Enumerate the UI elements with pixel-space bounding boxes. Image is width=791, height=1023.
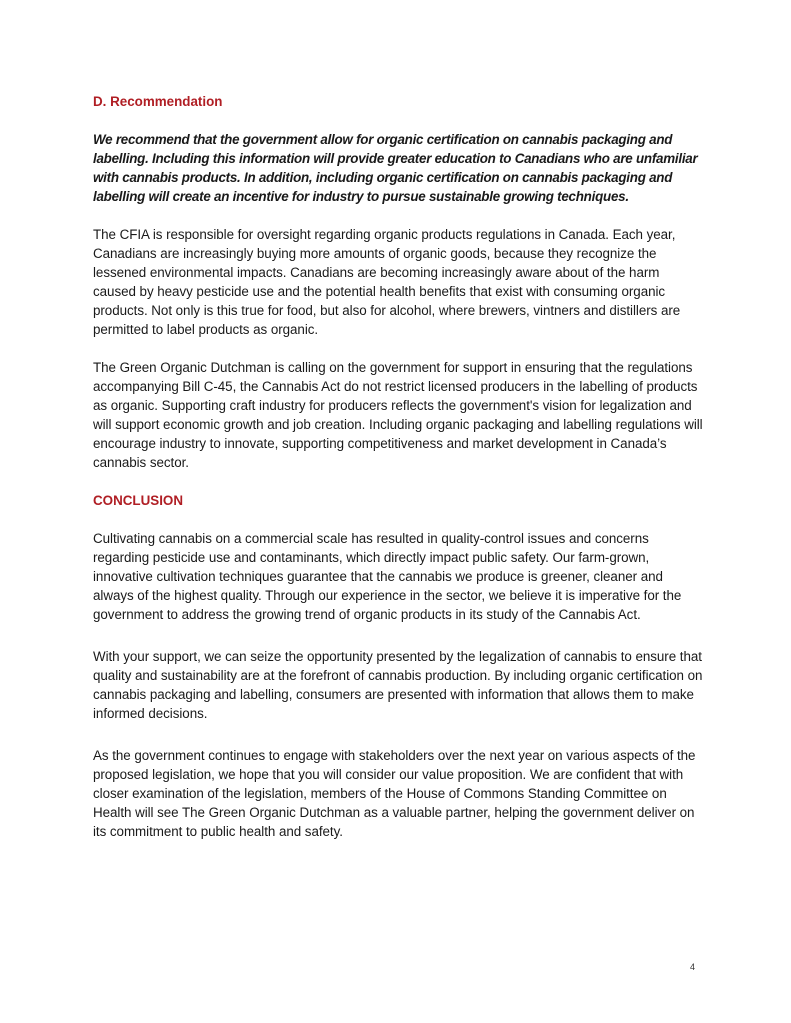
paragraph-with-your-support: With your support, we can seize the opportunity presented by the legalization of cannabis to ensure that quality and sustainability are at the forefront of cannabis production. By including organic certification on cannabis packaging and labelling, consumers are presented with information that allows them to make informed decisions. <box>93 649 703 721</box>
paragraph-cfia: The CFIA is responsible for oversight regarding organic products regulations in Canada. Each year, Canadians are increasingly buying more amounts of organic goods, because they recognize the lessened environmental impacts. Canadians are becoming increasingly aware about of the harm caused by heavy pesticide use and the potential health benefits that exist with consuming organic products. Not only is this true for food, but also for alcohol, where brewers, vintners and distillers are permitted to label products as organic. <box>93 227 681 337</box>
page-number: 4 <box>690 962 696 972</box>
section-heading-recommendation: D. Recommendation <box>93 94 223 109</box>
page-content <box>93 92 703 841</box>
paragraph-green-organic-dutchman: The Green Organic Dutchman is calling on the government for support in ensuring that the regulations accompanying Bill C-45, the Cannabis Act do not restrict licensed producers in the labelling of products as organic. Supporting craft industry for producers reflects the government's vision for legalization and will support economic growth and job creation. Including organic packaging and labelling regulations will encourage industry to innovate, supporting competitiveness and market development in Canada’s cannabis sector. <box>93 360 703 470</box>
recommendation-statement: We recommend that the government allow for organic certification on cannabis packaging and labelling. Including this information will provide greater education to Canadians who are unfamiliar with cannabis products. In addition, including organic certification on cannabis packaging and labelling will create an incentive for industry to pursue sustainable growing techniques. <box>93 132 698 204</box>
paragraph-stakeholders: As the government continues to engage with stakeholders over the next year on various aspects of the proposed legislation, we hope that you will consider our value proposition. We are confident that with closer examination of the legislation, members of the House of Commons Standing Committee on Health will see The Green Organic Dutchman as a valuable partner, helping the government deliver on its commitment to public health and safety. <box>93 748 696 839</box>
paragraph-cultivating: Cultivating cannabis on a commercial scale has resulted in quality-control issues and concerns regarding pesticide use and contaminants, which directly impact public safety. Our farm-grown, innovative cultivation techniques guarantee that the cannabis we produce is greener, cleaner and always of the highest quality. Through our experience in the sector, we believe it is imperative for the government to address the growing trend of organic products in its study of the Cannabis Act. <box>93 531 682 622</box>
section-heading-conclusion: CONCLUSION <box>93 493 184 508</box>
